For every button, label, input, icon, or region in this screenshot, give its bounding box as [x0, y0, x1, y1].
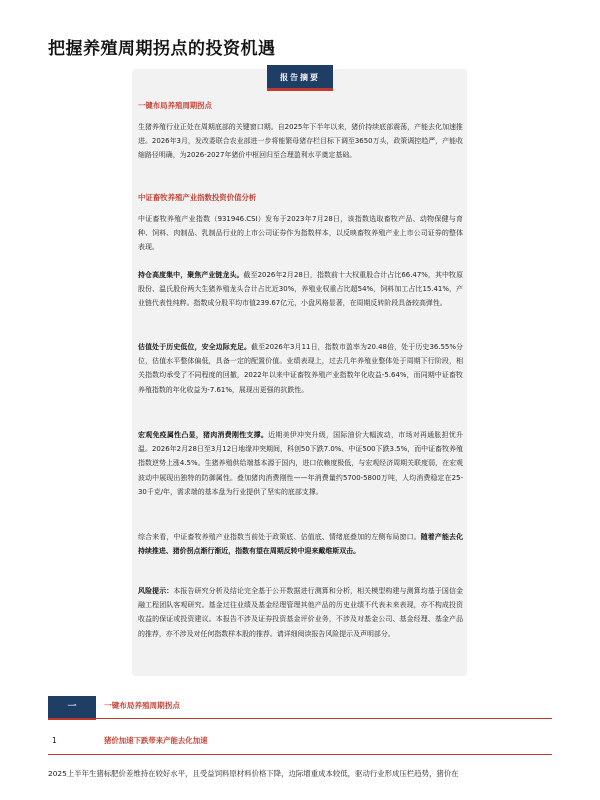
paragraph-5-lead: 宏观免疫属性凸显，猪肉消费刚性支撑。 — [138, 431, 269, 439]
paragraph-5-text: 近期美伊冲突升级，国际油价大幅波动，市场对再通胀担忧升温。2026年2月28日至3月12日地缘冲突期间，科创50下跌7.0%、中证500下跌3.5%，而中证畜牧养殖指数逆势上涨4.5%。生猪养殖供给端基本源于国内，进口依赖度极低，与宏观经济周期关联度弱，在宏观波动中展现出独特的防御属性。叠加猪肉消费刚性——年消费量约5700-5800万吨，人均消费稳定在25-30千克/年，需求端的基本盘为行业提供了坚实的底部支撑。 — [138, 431, 464, 496]
summary-paragraph-3 — [138, 268, 463, 311]
summary-section-title-1: 一键布局养殖周期拐点 — [138, 101, 212, 110]
summary-section-title-2: 中证畜牧养殖产业指数投资价值分析 — [138, 193, 257, 202]
chapter-title: 一键布局养殖周期拐点 — [104, 701, 180, 710]
subsection-title: 猪价加速下跌带来产能去化加速 — [104, 736, 208, 745]
risk-warning — [138, 584, 463, 641]
summary-paragraph-5 — [138, 428, 463, 499]
summary-badge: 报告摘要 — [267, 65, 333, 91]
body-text: 2025上半年生猪标肥价差维持在较好水平，且受益饲料原材料价格下降，边际增重成本较低，驱动行业形成压栏趋势，猪价在 — [48, 769, 459, 778]
subsection-number: 1 — [52, 736, 57, 745]
paragraph-6-text: 综合来看，中证畜牧养殖产业指数当前处于政策底、估值底、情绪底叠加的左侧布局窗口。 — [138, 533, 421, 541]
paragraph-4-lead: 估值处于历史低位，安全边际充足。 — [138, 343, 252, 351]
summary-paragraph-2: 中证畜牧养殖产业指数（931946.CSI）发布于2023年7月28日，该指数选取畜牧产品、动物保健与育种、饲料、肉制品、乳制品行业的上市公司证券作为指数样本，以反映畜牧养殖产业上市公司证券的整体表现。 — [138, 215, 463, 252]
paragraph-6-conclusion: 随着产能去化持续推进、猪价拐点渐行渐近，指数有望在周期反转中迎来戴维斯双击。 — [138, 533, 464, 556]
paragraph-3-text: 截至2026年2月28日，指数前十大权重股合计占比66.47%，其中牧原股份、温氏股份两大生猪养殖龙头合计占比近30%，养殖业权重占比超54%，饲料加工占比15.41%，产业链代表性纯粹。指数成分股平均市值239.67亿元，小盘风格显著，在周期反转阶段具备较高弹性。 — [138, 271, 464, 308]
summary-paragraph-1: 生猪养殖行业正处在周期底部的关键窗口期。自2025年下半年以来，猪价持续底部震荡，产能去化加速推进。2026年3月，发改委联合农业部进一步将能繁母猪存栏目标下调至3650万头，政策调控趋严，产能收缩路径明确，为2026-2027年猪价中枢回归至合理盈利水平奠定基础。 — [138, 123, 463, 160]
page-title: 把握养殖周期拐点的投资机遇 — [48, 39, 276, 59]
summary-paragraph-4 — [138, 340, 463, 397]
chapter-number: 一 — [48, 696, 96, 720]
subsection-heading — [48, 730, 552, 754]
paragraph-3-lead: 持仓高度集中，聚焦产业链龙头。 — [138, 271, 244, 279]
paragraph-4-text: 截至2026年3月11日，指数市盈率为20.48倍，处于历史36.55%分位，估值水平整体偏低，具备一定的配置价值。业绩表现上，过去几年养殖业整体处于周期下行阶段，相关指数均承受了不同程度的回撤，2022年以来中证畜牧养殖产业指数年化收益-5.64%，而同期中证畜牧养殖指数的年化收益为-7.61%，展现出更强的抗跌性。 — [138, 343, 463, 394]
chapter-heading — [48, 696, 552, 720]
summary-paragraph-6 — [138, 530, 463, 558]
risk-warning-label: 风险提示： — [138, 587, 174, 595]
chapter-divider — [48, 718, 552, 719]
risk-warning-text: 本报告研究分析及结论完全基于公开数据进行测算和分析，相关模型构建与测算均基于国信金融工程团队客观研究。基金过往业绩及基金经理管理其他产品的历史业绩不代表未来表现，亦不构成投资收益的保证或投资建议。本报告不涉及证券投资基金评价业务，不涉及对基金公司、基金经理、基金产品的推荐，亦不涉及对任何指数样本股的推荐。请详细阅读报告风险提示及声明部分。 — [138, 587, 464, 638]
subsection-divider — [48, 754, 552, 755]
